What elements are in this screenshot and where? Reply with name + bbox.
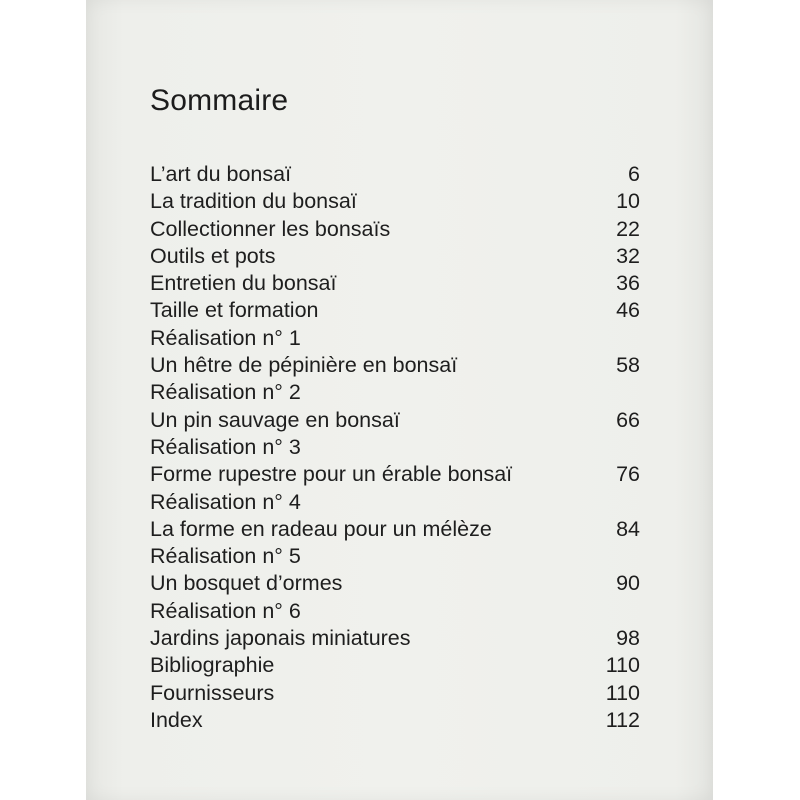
toc-entry <box>150 680 640 707</box>
toc-entry <box>150 570 640 597</box>
toc-entry-label: Index <box>150 707 203 732</box>
toc-entry <box>150 325 640 352</box>
toc-entry-label: Forme rupestre pour un érable bonsaï <box>150 462 513 487</box>
toc-entry-label: Fournisseurs <box>150 680 275 705</box>
toc-entry-label: Un hêtre de pépinière en bonsaï <box>150 353 458 378</box>
table-of-contents <box>150 161 640 734</box>
toc-entry-label: Entretien du bonsaï <box>150 271 337 296</box>
toc-entry-page-number: 84 <box>616 516 640 541</box>
toc-entry <box>150 270 640 297</box>
toc-entry-label: Jardins japonais miniatures <box>150 626 411 651</box>
toc-entry <box>150 516 640 543</box>
toc-entry-label: Réalisation n° 2 <box>150 380 301 405</box>
toc-entry <box>150 352 640 379</box>
toc-entry <box>150 161 640 188</box>
toc-entry-page-number: 98 <box>616 626 640 651</box>
toc-entry <box>150 598 640 625</box>
toc-entry <box>150 625 640 652</box>
toc-entry-page-number: 58 <box>616 353 640 378</box>
toc-entry-page-number: 76 <box>616 462 640 487</box>
toc-entry-label: Réalisation n° 1 <box>150 325 301 350</box>
toc-entry-label: Un pin sauvage en bonsaï <box>150 407 400 432</box>
toc-entry-label: Réalisation n° 6 <box>150 598 301 623</box>
toc-entry <box>150 434 640 461</box>
toc-entry-page-number: 90 <box>616 571 640 596</box>
toc-entry-page-number: 6 <box>628 162 640 186</box>
toc-entry-page-number: 112 <box>605 707 640 732</box>
toc-entry <box>150 379 640 406</box>
toc-entry-label: Taille et formation <box>150 298 319 323</box>
toc-entry-page-number: 110 <box>605 653 640 678</box>
toc-entry-page-number: 36 <box>616 271 640 296</box>
toc-entry-label: Réalisation n° 3 <box>150 434 301 459</box>
toc-entry-label: La tradition du bonsaï <box>150 189 357 214</box>
toc-entry <box>150 243 640 270</box>
toc-entry-label: Outils et pots <box>150 243 276 268</box>
toc-entry-label: Réalisation n° 5 <box>150 544 301 569</box>
toc-entry <box>150 489 640 516</box>
toc-entry-label: Un bosquet d’ormes <box>150 571 343 596</box>
toc-entry <box>150 216 640 243</box>
toc-entry-label: L’art du bonsaï <box>150 162 292 186</box>
toc-entry-page-number: 32 <box>616 243 640 268</box>
toc-entry-page-number: 46 <box>616 298 640 323</box>
toc-entry <box>150 297 640 324</box>
toc-entry <box>150 461 640 488</box>
toc-entry <box>150 652 640 679</box>
toc-entry-label: Collectionner les bonsaïs <box>150 216 391 241</box>
toc-entry <box>150 188 640 215</box>
toc-entry-page-number: 66 <box>616 407 640 432</box>
toc-entry-page-number: 10 <box>616 189 640 214</box>
page-title: Sommaire <box>150 84 289 117</box>
toc-entry <box>150 707 640 734</box>
toc-entry-page-number: 110 <box>605 680 640 705</box>
toc-entry-label: Réalisation n° 4 <box>150 489 301 514</box>
toc-entry-label: La forme en radeau pour un mélèze <box>150 516 492 541</box>
toc-entry-page-number: 22 <box>616 216 640 241</box>
toc-entry <box>150 543 640 570</box>
toc-entry-label: Bibliographie <box>150 653 275 678</box>
toc-entry <box>150 407 640 434</box>
